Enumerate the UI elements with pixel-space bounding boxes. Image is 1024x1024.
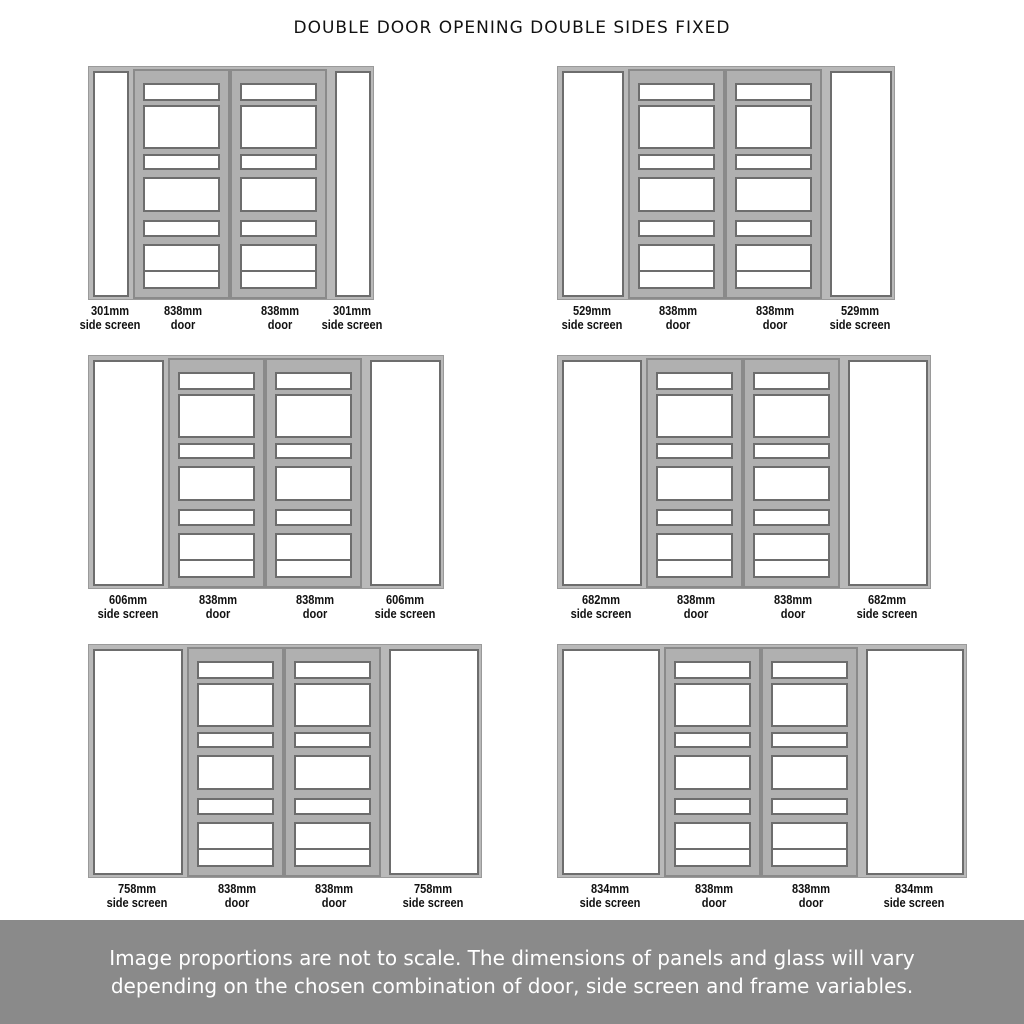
dimension-caption: door: [762, 317, 787, 332]
side-screen-right-label: [853, 593, 921, 621]
dimension-caption: side screen: [374, 606, 435, 621]
dimension-caption: side screen: [97, 606, 158, 621]
door-left-label: [662, 593, 730, 621]
dimension-caption: side screen: [883, 895, 945, 910]
dimension-caption: door: [798, 895, 823, 910]
door-glass-panel: [275, 559, 352, 578]
disclaimer-banner: [0, 920, 1024, 1024]
dimension-caption: side screen: [579, 895, 641, 910]
dimension-caption: side screen: [321, 317, 383, 332]
door-glass-panel: [275, 443, 352, 460]
page-title: DOUBLE DOOR OPENING DOUBLE SIDES FIXED: [293, 18, 731, 38]
door-glass-panel: [771, 661, 848, 679]
door-glass-panel: [275, 466, 352, 500]
door-glass-panel: [753, 559, 830, 578]
door-glass-panel: [674, 661, 751, 679]
door-glass-panel: [753, 509, 830, 526]
door-configuration: [79, 66, 383, 356]
side-screen-right-glass: [830, 71, 892, 297]
door-glass-panel: [674, 683, 751, 727]
door-glass-panel: [197, 848, 274, 867]
disclaimer-line-2: depending on the chosen combination of door, side screen and frame variables.: [110, 974, 914, 998]
side-screen-right-glass: [389, 649, 479, 875]
dimension-value: 682mm: [581, 592, 621, 607]
door-configuration: [557, 66, 895, 356]
door-glass-panel: [656, 559, 733, 578]
dimension-value: 758mm: [413, 881, 453, 896]
door-leaf-right: [743, 358, 840, 588]
door-glass-panel: [240, 105, 317, 149]
door-glass-panel: [178, 559, 255, 578]
door-glass-panel: [771, 848, 848, 867]
door-glass-panel: [753, 394, 830, 438]
door-leaf-left: [133, 69, 230, 299]
side-screen-right-label: [318, 304, 386, 332]
door-glass-panel: [294, 848, 371, 867]
dimension-value: 838mm: [755, 303, 794, 318]
door-leaf-right: [761, 647, 858, 877]
door-glass-panel: [735, 105, 812, 149]
side-screen-left-label: [576, 882, 644, 910]
side-screen-left-glass: [562, 71, 624, 297]
door-glass-panel: [143, 83, 220, 101]
door-right-label: [741, 304, 809, 332]
dimension-value: 838mm: [198, 592, 237, 607]
door-glass-panel: [638, 220, 715, 237]
door-right-label: [759, 593, 827, 621]
door-left-label: [644, 304, 712, 332]
door-glass-panel: [656, 509, 733, 526]
door-glass-panel: [674, 732, 751, 749]
door-glass-panel: [638, 154, 715, 171]
dimension-value: 838mm: [791, 881, 830, 896]
door-glass-panel: [143, 177, 220, 211]
door-glass-panel: [275, 509, 352, 526]
door-glass-panel: [674, 848, 751, 867]
door-glass-panel: [638, 105, 715, 149]
door-glass-panel: [656, 394, 733, 438]
door-configuration: [88, 355, 444, 645]
door-right-label: [777, 882, 845, 910]
dimension-caption: side screen: [570, 606, 632, 621]
door-left-label: [184, 593, 252, 621]
dimension-value: 838mm: [163, 303, 202, 318]
door-glass-panel: [197, 798, 274, 815]
side-screen-left-label: [567, 593, 635, 621]
dimension-value: 838mm: [260, 303, 299, 318]
disclaimer-line-1: Image proportions are not to scale. The dimensions of panels and glass will vary: [109, 946, 915, 970]
dimension-value: 834mm: [590, 881, 630, 896]
side-screen-left-label: [103, 882, 171, 910]
side-screen-right-label: [880, 882, 948, 910]
door-glass-panel: [275, 372, 352, 390]
side-screen-left-label: [94, 593, 162, 621]
door-glass-panel: [735, 270, 812, 289]
door-glass-panel: [240, 154, 317, 171]
door-configuration: [88, 644, 482, 934]
dimension-caption: side screen: [79, 317, 141, 332]
door-leaf-left: [168, 358, 265, 588]
dimension-caption: door: [683, 606, 708, 621]
door-right-label: [300, 882, 368, 910]
dimension-caption: door: [267, 317, 292, 332]
door-glass-panel: [178, 509, 255, 526]
door-glass-panel: [674, 755, 751, 789]
dimension-value: 606mm: [108, 592, 147, 607]
dimension-value: 834mm: [894, 881, 934, 896]
door-right-label: [281, 593, 349, 621]
door-glass-panel: [178, 443, 255, 460]
dimension-value: 838mm: [658, 303, 697, 318]
outer-frame: [88, 644, 482, 878]
door-left-label: [203, 882, 271, 910]
side-screen-right-glass: [335, 71, 371, 297]
door-left-label: [680, 882, 748, 910]
side-screen-left-glass: [562, 649, 660, 875]
side-screen-right-label: [371, 593, 439, 621]
dimension-value: 758mm: [117, 881, 157, 896]
door-glass-panel: [240, 83, 317, 101]
door-leaf-left: [628, 69, 725, 299]
door-glass-panel: [240, 220, 317, 237]
dimension-value: 606mm: [385, 592, 424, 607]
door-glass-panel: [197, 755, 274, 789]
door-glass-panel: [735, 220, 812, 237]
dimension-caption: door: [321, 895, 346, 910]
door-leaf-right: [230, 69, 327, 299]
door-glass-panel: [178, 466, 255, 500]
side-screen-left-glass: [93, 649, 183, 875]
door-right-label: [246, 304, 314, 332]
door-glass-panel: [294, 661, 371, 679]
door-glass-panel: [143, 270, 220, 289]
side-screen-left-glass: [93, 71, 129, 297]
dimension-value: 301mm: [332, 303, 372, 318]
door-leaf-left: [664, 647, 761, 877]
side-screen-left-glass: [93, 360, 164, 586]
door-glass-panel: [735, 83, 812, 101]
door-glass-panel: [771, 683, 848, 727]
side-screen-right-glass: [866, 649, 964, 875]
outer-frame: [557, 644, 967, 878]
door-glass-panel: [735, 154, 812, 171]
side-screen-left-label: [558, 304, 626, 332]
outer-frame: [88, 355, 444, 589]
side-screen-left-glass: [562, 360, 642, 586]
side-screen-right-glass: [370, 360, 441, 586]
door-glass-panel: [294, 798, 371, 815]
door-glass-panel: [735, 177, 812, 211]
dimension-value: 682mm: [867, 592, 907, 607]
door-glass-panel: [197, 661, 274, 679]
outer-frame: [557, 66, 895, 300]
side-screen-left-label: [76, 304, 144, 332]
dimension-value: 529mm: [840, 303, 880, 318]
dimension-caption: side screen: [856, 606, 918, 621]
door-glass-panel: [771, 732, 848, 749]
door-glass-panel: [638, 83, 715, 101]
door-glass-panel: [143, 105, 220, 149]
door-glass-panel: [197, 732, 274, 749]
door-glass-panel: [143, 154, 220, 171]
dimension-value: 838mm: [217, 881, 256, 896]
door-glass-panel: [240, 270, 317, 289]
door-glass-panel: [638, 270, 715, 289]
door-leaf-right: [265, 358, 362, 588]
door-glass-panel: [294, 732, 371, 749]
door-glass-panel: [656, 372, 733, 390]
door-glass-panel: [771, 798, 848, 815]
dimension-caption: door: [170, 317, 195, 332]
door-glass-panel: [753, 372, 830, 390]
side-screen-right-glass: [848, 360, 928, 586]
dimension-value: 529mm: [572, 303, 612, 318]
door-glass-panel: [753, 466, 830, 500]
dimension-caption: side screen: [106, 895, 168, 910]
dimension-value: 838mm: [295, 592, 334, 607]
door-leaf-right: [725, 69, 822, 299]
door-glass-panel: [294, 683, 371, 727]
door-left-label: [149, 304, 217, 332]
door-glass-panel: [240, 177, 317, 211]
dimension-caption: side screen: [402, 895, 464, 910]
door-leaf-left: [646, 358, 743, 588]
door-glass-panel: [771, 755, 848, 789]
dimension-caption: side screen: [561, 317, 623, 332]
door-glass-panel: [638, 177, 715, 211]
door-glass-panel: [143, 220, 220, 237]
outer-frame: [88, 66, 374, 300]
door-glass-panel: [275, 394, 352, 438]
door-leaf-right: [284, 647, 381, 877]
door-glass-panel: [294, 755, 371, 789]
dimension-caption: side screen: [829, 317, 891, 332]
dimension-value: 838mm: [773, 592, 812, 607]
outer-frame: [557, 355, 931, 589]
dimension-caption: door: [224, 895, 249, 910]
dimension-caption: door: [665, 317, 690, 332]
dimension-value: 838mm: [676, 592, 715, 607]
door-configuration: [557, 644, 967, 934]
door-leaf-left: [187, 647, 284, 877]
side-screen-right-label: [826, 304, 894, 332]
door-glass-panel: [674, 798, 751, 815]
dimension-caption: door: [780, 606, 805, 621]
door-glass-panel: [178, 394, 255, 438]
door-glass-panel: [178, 372, 255, 390]
dimension-caption: door: [205, 606, 230, 621]
dimension-value: 838mm: [314, 881, 353, 896]
door-configuration: [557, 355, 931, 645]
dimension-caption: door: [701, 895, 726, 910]
dimension-value: 301mm: [90, 303, 130, 318]
door-glass-panel: [656, 466, 733, 500]
side-screen-right-label: [399, 882, 467, 910]
dimension-caption: door: [302, 606, 327, 621]
door-glass-panel: [656, 443, 733, 460]
door-glass-panel: [753, 443, 830, 460]
dimension-value: 838mm: [694, 881, 733, 896]
door-glass-panel: [197, 683, 274, 727]
